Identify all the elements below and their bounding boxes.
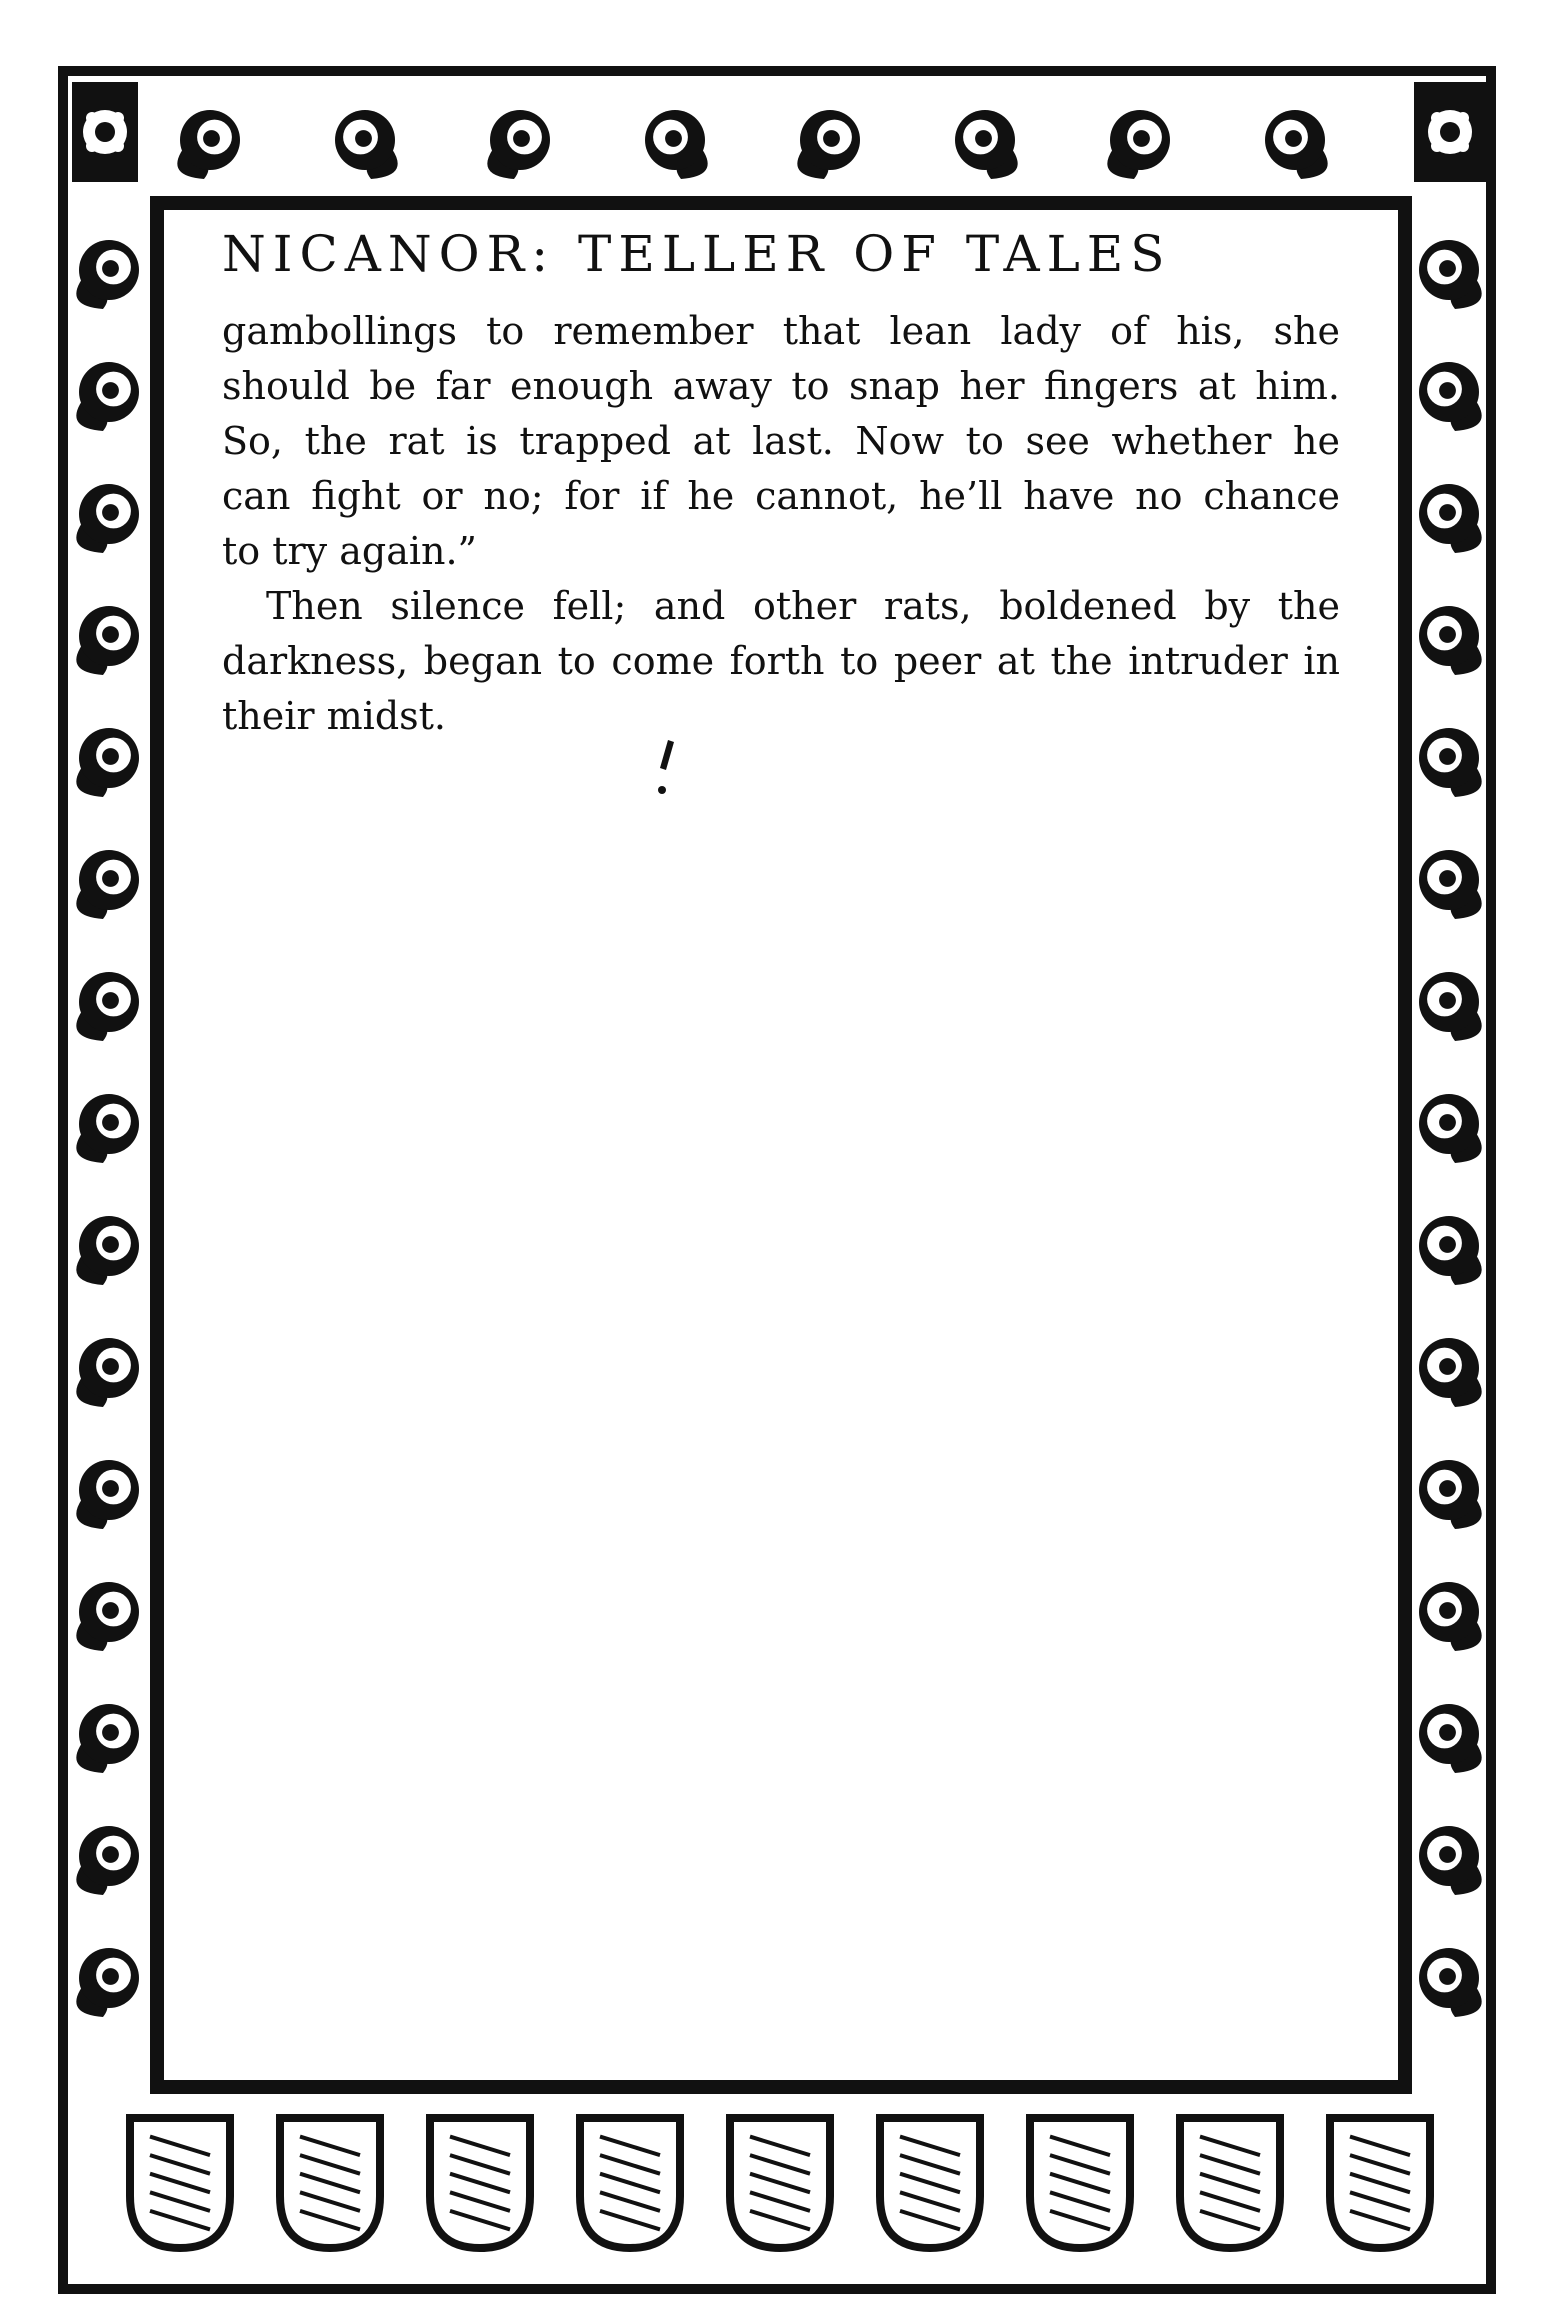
text-line: should be far enough away to snap her fingers at him. [222, 364, 1340, 408]
paragraph-2 [222, 579, 1340, 744]
shield-motif [1180, 2118, 1280, 2248]
corner-rosette-top-left [72, 82, 138, 182]
text-line: to try again.” [222, 529, 477, 573]
text-line: So, the rat is trapped at last. Now to see whether he [222, 419, 1340, 463]
shield-motif [730, 2118, 830, 2248]
shield-motif [880, 2118, 980, 2248]
text-block [222, 222, 1340, 744]
shield-motif [280, 2118, 380, 2248]
shield-motif [1330, 2118, 1430, 2248]
text-line: Then silence fell; and other rats, boldened by the [266, 584, 1340, 628]
text-line: gambollings to remember that lean lady of his, she [222, 309, 1340, 353]
corner-rosette-top-right [1414, 82, 1486, 182]
shield-motif [580, 2118, 680, 2248]
paragraph-1 [222, 304, 1340, 579]
shield-motif [130, 2118, 230, 2248]
shield-motif [430, 2118, 530, 2248]
running-head: NICANOR: TELLER OF TALES [222, 225, 1172, 283]
text-line: their midst. [222, 694, 446, 738]
text-line: can fight or no; for if he cannot, he’ll have no chance [222, 474, 1340, 518]
shield-motif [1030, 2118, 1130, 2248]
text-line: darkness, began to come forth to peer at the intruder in [222, 639, 1340, 683]
